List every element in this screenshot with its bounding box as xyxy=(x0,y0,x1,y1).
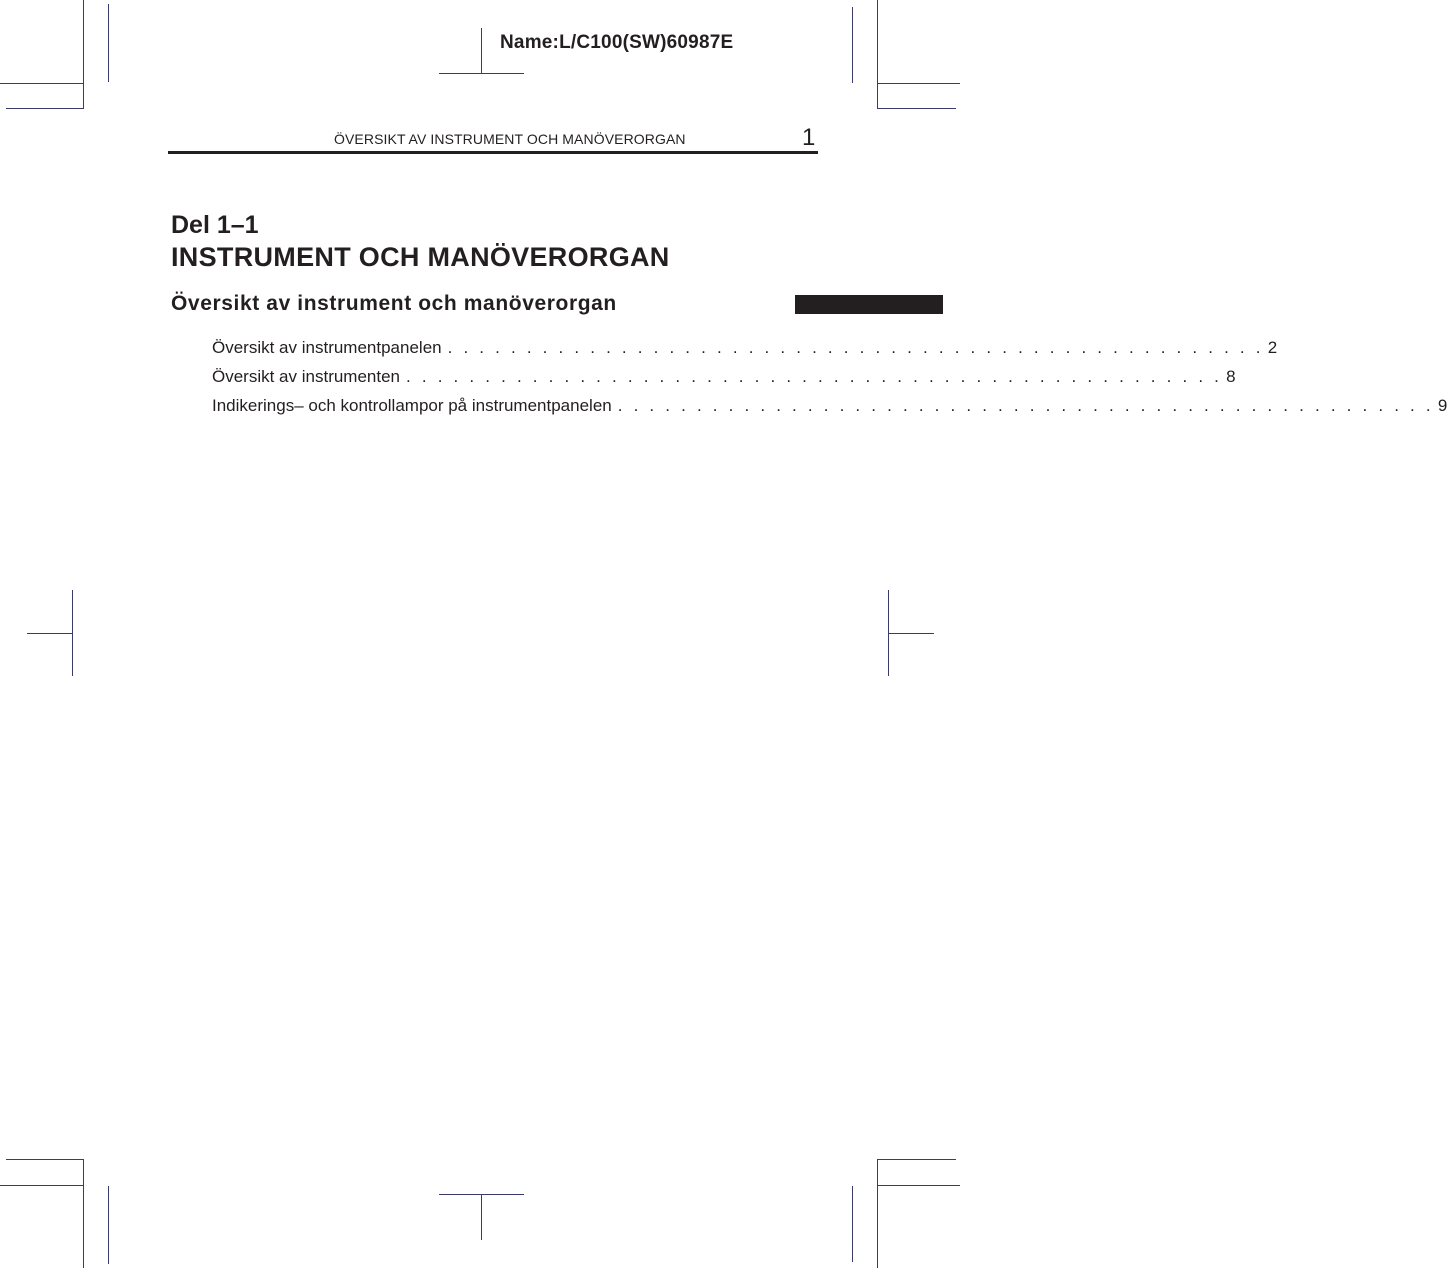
toc-entry-label: Indikerings– och kontrollampor på instrumentpanelen xyxy=(212,396,612,415)
crop-mark xyxy=(6,1159,84,1160)
toc-entry-page: 9 xyxy=(1437,396,1447,415)
part-number: Del 1–1 xyxy=(171,211,259,239)
page-number: 1 xyxy=(802,124,816,151)
toc-entry-label: Översikt av instrumenten xyxy=(212,367,401,386)
toc-entry[interactable] xyxy=(199,338,1278,367)
dot-leader: . . . . . . . . . . . . . . . . . . . . . . . . . . . . . . . . . . . . . . . . . . . . . . . . . . . . xyxy=(406,367,1223,386)
crop-mark xyxy=(0,83,83,84)
crop-mark xyxy=(878,1185,960,1186)
crop-mark xyxy=(877,1159,878,1268)
crop-mark xyxy=(481,28,482,73)
crop-mark xyxy=(878,83,960,84)
toc-entry-label: Översikt av instrumentpanelen xyxy=(212,338,442,357)
document-name: Name:L/C100(SW)60987E xyxy=(500,32,734,53)
table-of-contents xyxy=(199,338,1447,425)
crop-mark xyxy=(877,0,878,109)
crop-mark xyxy=(888,633,934,634)
crop-mark xyxy=(878,108,956,109)
crop-mark xyxy=(852,1186,853,1262)
crop-mark xyxy=(83,0,84,109)
crop-mark xyxy=(481,1194,482,1240)
toc-entry[interactable] xyxy=(199,396,1447,425)
dot-leader: . . . . . . . . . . . . . . . . . . . . . . . . . . . . . . . . . . . . . . . . . . . . . . . . . . . . xyxy=(447,338,1264,357)
section-title: Översikt av instrument och manöverorgan xyxy=(171,292,617,315)
crop-mark xyxy=(108,1186,109,1264)
dot-leader: . . . . . . . . . . . . . . . . . . . . . . . . . . . . . . . . . . . . . . . . . . . . . . . . . . . . xyxy=(617,396,1434,415)
crop-mark xyxy=(439,73,524,74)
crop-mark xyxy=(72,590,73,676)
header-rule xyxy=(168,151,818,154)
crop-mark xyxy=(878,1159,956,1160)
crop-mark xyxy=(27,633,72,634)
crop-mark xyxy=(6,108,84,109)
crop-mark xyxy=(0,1185,83,1186)
toc-entry-page: 8 xyxy=(1226,367,1236,386)
toc-entry[interactable] xyxy=(199,367,1236,396)
running-header: ÖVERSIKT AV INSTRUMENT OCH MANÖVERORGAN xyxy=(334,131,686,147)
crop-mark xyxy=(108,4,109,82)
crop-mark xyxy=(83,1159,84,1268)
crop-mark xyxy=(852,7,853,83)
chapter-thumb-tab xyxy=(795,295,943,314)
chapter-title: INSTRUMENT OCH MANÖVERORGAN xyxy=(171,242,670,272)
toc-entry-page: 2 xyxy=(1267,338,1278,357)
